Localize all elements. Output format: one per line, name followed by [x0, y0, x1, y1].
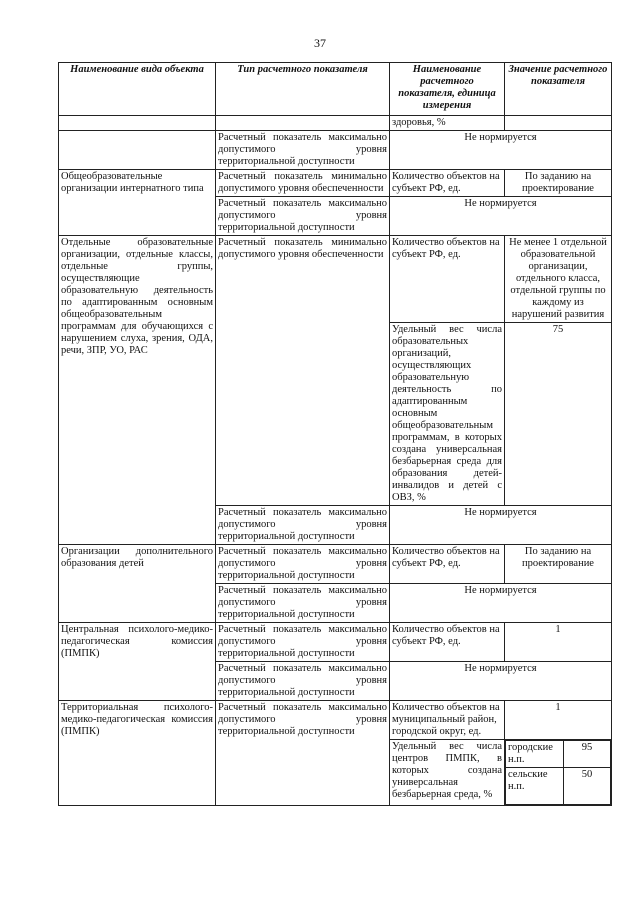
cell-not-normed: Не нормируется: [390, 662, 612, 701]
cell-not-normed: Не нормируется: [390, 197, 612, 236]
table-row: [59, 701, 612, 740]
cell-text: Удельный вес числа образовательных организаций, осуществляющих образовательную деятельность по адаптированным основным общеобразовательным программам, в которых создана универсальная безбарьерная среда для образования детей-инвалидов и детей с ОВЗ, %: [390, 323, 505, 506]
settlement-split: [505, 740, 612, 806]
cell-value: 75: [505, 323, 612, 506]
urban-label: городские н.п.: [506, 741, 564, 768]
cell-text: здоровья, %: [390, 116, 505, 131]
header-row: [59, 63, 612, 116]
table-row: [59, 236, 612, 323]
cell-text: Расчетный показатель максимально допустимого уровня территориальной доступности: [216, 662, 390, 701]
settlement-row-rural: [506, 768, 611, 805]
cell-text: Расчетный показатель максимально допустимого уровня территориальной доступности: [216, 584, 390, 623]
cell-value: Не менее 1 отдельной образовательной организации, отдельного класса, отдельной группы по каждому из нарушений развития: [505, 236, 612, 323]
header-object-type: Наименование вида объекта: [59, 63, 216, 116]
cell-text: Расчетный показатель максимально допустимого уровня территориальной доступности: [216, 506, 390, 545]
cell-text: Расчетный показатель максимально допустимого уровня территориальной доступности: [216, 545, 390, 584]
cell-not-normed: Не нормируется: [390, 131, 612, 170]
cell-text: Удельный вес числа центров ПМПК, в которых создана универсальная безбарьерная среда, %: [390, 740, 505, 806]
cell-text: Расчетный показатель максимально допустимого уровня территориальной доступности: [216, 701, 390, 806]
header-indicator-name: Наименование расчетного показателя, единица измерения: [390, 63, 505, 116]
object-name: Территориальная психолого-медико-педагогическая комиссия (ПМПК): [59, 701, 216, 806]
settlement-row-urban: [506, 741, 611, 768]
table-row: [59, 116, 612, 131]
settlement-values: [505, 740, 611, 805]
standards-table: [58, 62, 612, 806]
object-name: Общеобразовательные организации интернатного типа: [59, 170, 216, 236]
rural-value: 50: [564, 768, 611, 805]
cell-value: 1: [505, 623, 612, 662]
cell-text: Количество объектов на субъект РФ, ед.: [390, 623, 505, 662]
cell-text: Расчетный показатель максимально допустимого уровня территориальной доступности: [216, 197, 390, 236]
cell-value: По заданию на проектирование: [505, 170, 612, 197]
cell-text: Количество объектов на субъект РФ, ед.: [390, 236, 505, 323]
object-name: Центральная психолого-медико-педагогическая комиссия (ПМПК): [59, 623, 216, 701]
cell-text: Количество объектов на субъект РФ, ед.: [390, 170, 505, 197]
object-name: Организации дополнительного образования детей: [59, 545, 216, 623]
cell-text: Количество объектов на субъект РФ, ед.: [390, 545, 505, 584]
urban-value: 95: [564, 741, 611, 768]
cell-text: Количество объектов на муниципальный район, городской округ, ед.: [390, 701, 505, 740]
cell-text: Расчетный показатель минимально допустимого уровня обеспеченности: [216, 170, 390, 197]
cell-text: Расчетный показатель минимально допустимого уровня обеспеченности: [216, 236, 390, 506]
cell-not-normed: Не нормируется: [390, 506, 612, 545]
cell-not-normed: Не нормируется: [390, 584, 612, 623]
table-row: [59, 623, 612, 662]
table-row: [59, 545, 612, 584]
cell-text: Расчетный показатель максимально допустимого уровня территориальной доступности: [216, 623, 390, 662]
header-indicator-value: Значение расчетного показателя: [505, 63, 612, 116]
cell-value: По заданию на проектирование: [505, 545, 612, 584]
page-number: 37: [314, 36, 326, 50]
cell-value: 1: [505, 701, 612, 740]
rural-label: сельские н.п.: [506, 768, 564, 805]
object-name: Отдельные образовательные организации, отдельные классы, отдельные группы, осуществляющие образовательную деятельность по адаптированным основным общеобразовательным программам для обучающихся с нарушением слуха, зрения, ОДА, речи, ЗПР, УО, РАС: [59, 236, 216, 545]
header-indicator-type: Тип расчетного показателя: [216, 63, 390, 116]
table-row: [59, 131, 612, 170]
cell-text: Расчетный показатель максимально допустимого уровня территориальной доступности: [216, 131, 390, 170]
table-row: [59, 170, 612, 197]
